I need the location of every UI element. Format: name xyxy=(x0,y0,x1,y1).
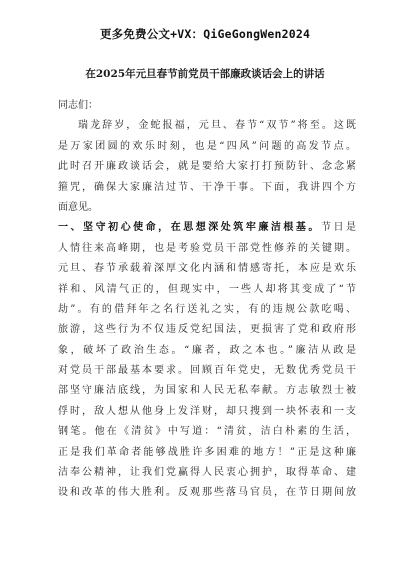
paragraph-line: 祥和、风清气正的，但现实中，一些人却将其变成了“节 xyxy=(58,283,356,295)
document-body xyxy=(58,96,356,504)
paragraph-line: 对党员干部最基本要求。回顾百年党史，无数优秀党员干 xyxy=(58,365,356,377)
paragraph-line: 象，破坏了政治生态。“廉者，政之本也。”廉洁从政是 xyxy=(58,344,356,356)
paragraph-line: 瑞龙辞岁，金蛇报福，元旦、春节“双节”将至。这既 xyxy=(78,120,356,132)
paragraph-line: 俘时，敌人想从他身上发洋财，却只搜到一块怀表和一支 xyxy=(58,405,356,417)
paragraph-line: 钢笔。他在《清贫》中写道：“清贫，洁白朴素的生活， xyxy=(58,426,356,438)
paragraph-line: 劫”。有的借拜年之名行送礼之实，有的违规公款吃喝、 xyxy=(58,303,356,315)
paragraph-line: 此时召开廉政谈话会，就是要给大家打打预防针、念念紧 xyxy=(58,161,356,173)
paragraph-line: 洁奉公精神，让我们党赢得人民衷心拥护，取得革命、建 xyxy=(58,467,356,479)
paragraph-line: 旅游，这些行为不仅违反党纪国法，更损害了党和政府形 xyxy=(58,324,356,336)
document-title: 在2025年元旦春节前党员干部廉政谈话会上的讲话 xyxy=(85,68,325,80)
promo-banner: 更多免费公文+VX：QiGeGongWen2024 xyxy=(99,27,311,41)
salutation: 同志们： xyxy=(58,100,98,111)
paragraph-line: 箍咒，确保大家廉洁过节、干净干事。下面，我讲四个方 xyxy=(58,181,356,193)
section-heading-tail: 节日是 xyxy=(320,222,356,234)
section-heading: 一、坚守初心使命，在思想深处筑牢廉洁根基。 xyxy=(58,222,321,234)
paragraph-line: 人情往来高峰期，也是考验党员干部党性修养的关键期。 xyxy=(58,242,356,254)
paragraph-line: 正是我们革命者能够战胜许多困难的地方！”正是这种廉 xyxy=(58,446,356,458)
paragraph-line: 面意见。 xyxy=(58,201,98,213)
paragraph-line: 元旦、春节承载着深厚文化内涵和情感寄托，本应是欢乐 xyxy=(58,263,356,275)
paragraph-line: 部坚守廉洁底线，为国家和人民无私奉献。方志敏烈士被 xyxy=(58,385,356,397)
paragraph-line: 设和改革的伟大胜利。反观那些落马官员，在节日期间放 xyxy=(58,487,356,499)
section-heading-line xyxy=(58,218,356,238)
paragraph-line: 是万家团圆的欢乐时刻，也是“四风”问题的高发节点。 xyxy=(58,140,356,152)
